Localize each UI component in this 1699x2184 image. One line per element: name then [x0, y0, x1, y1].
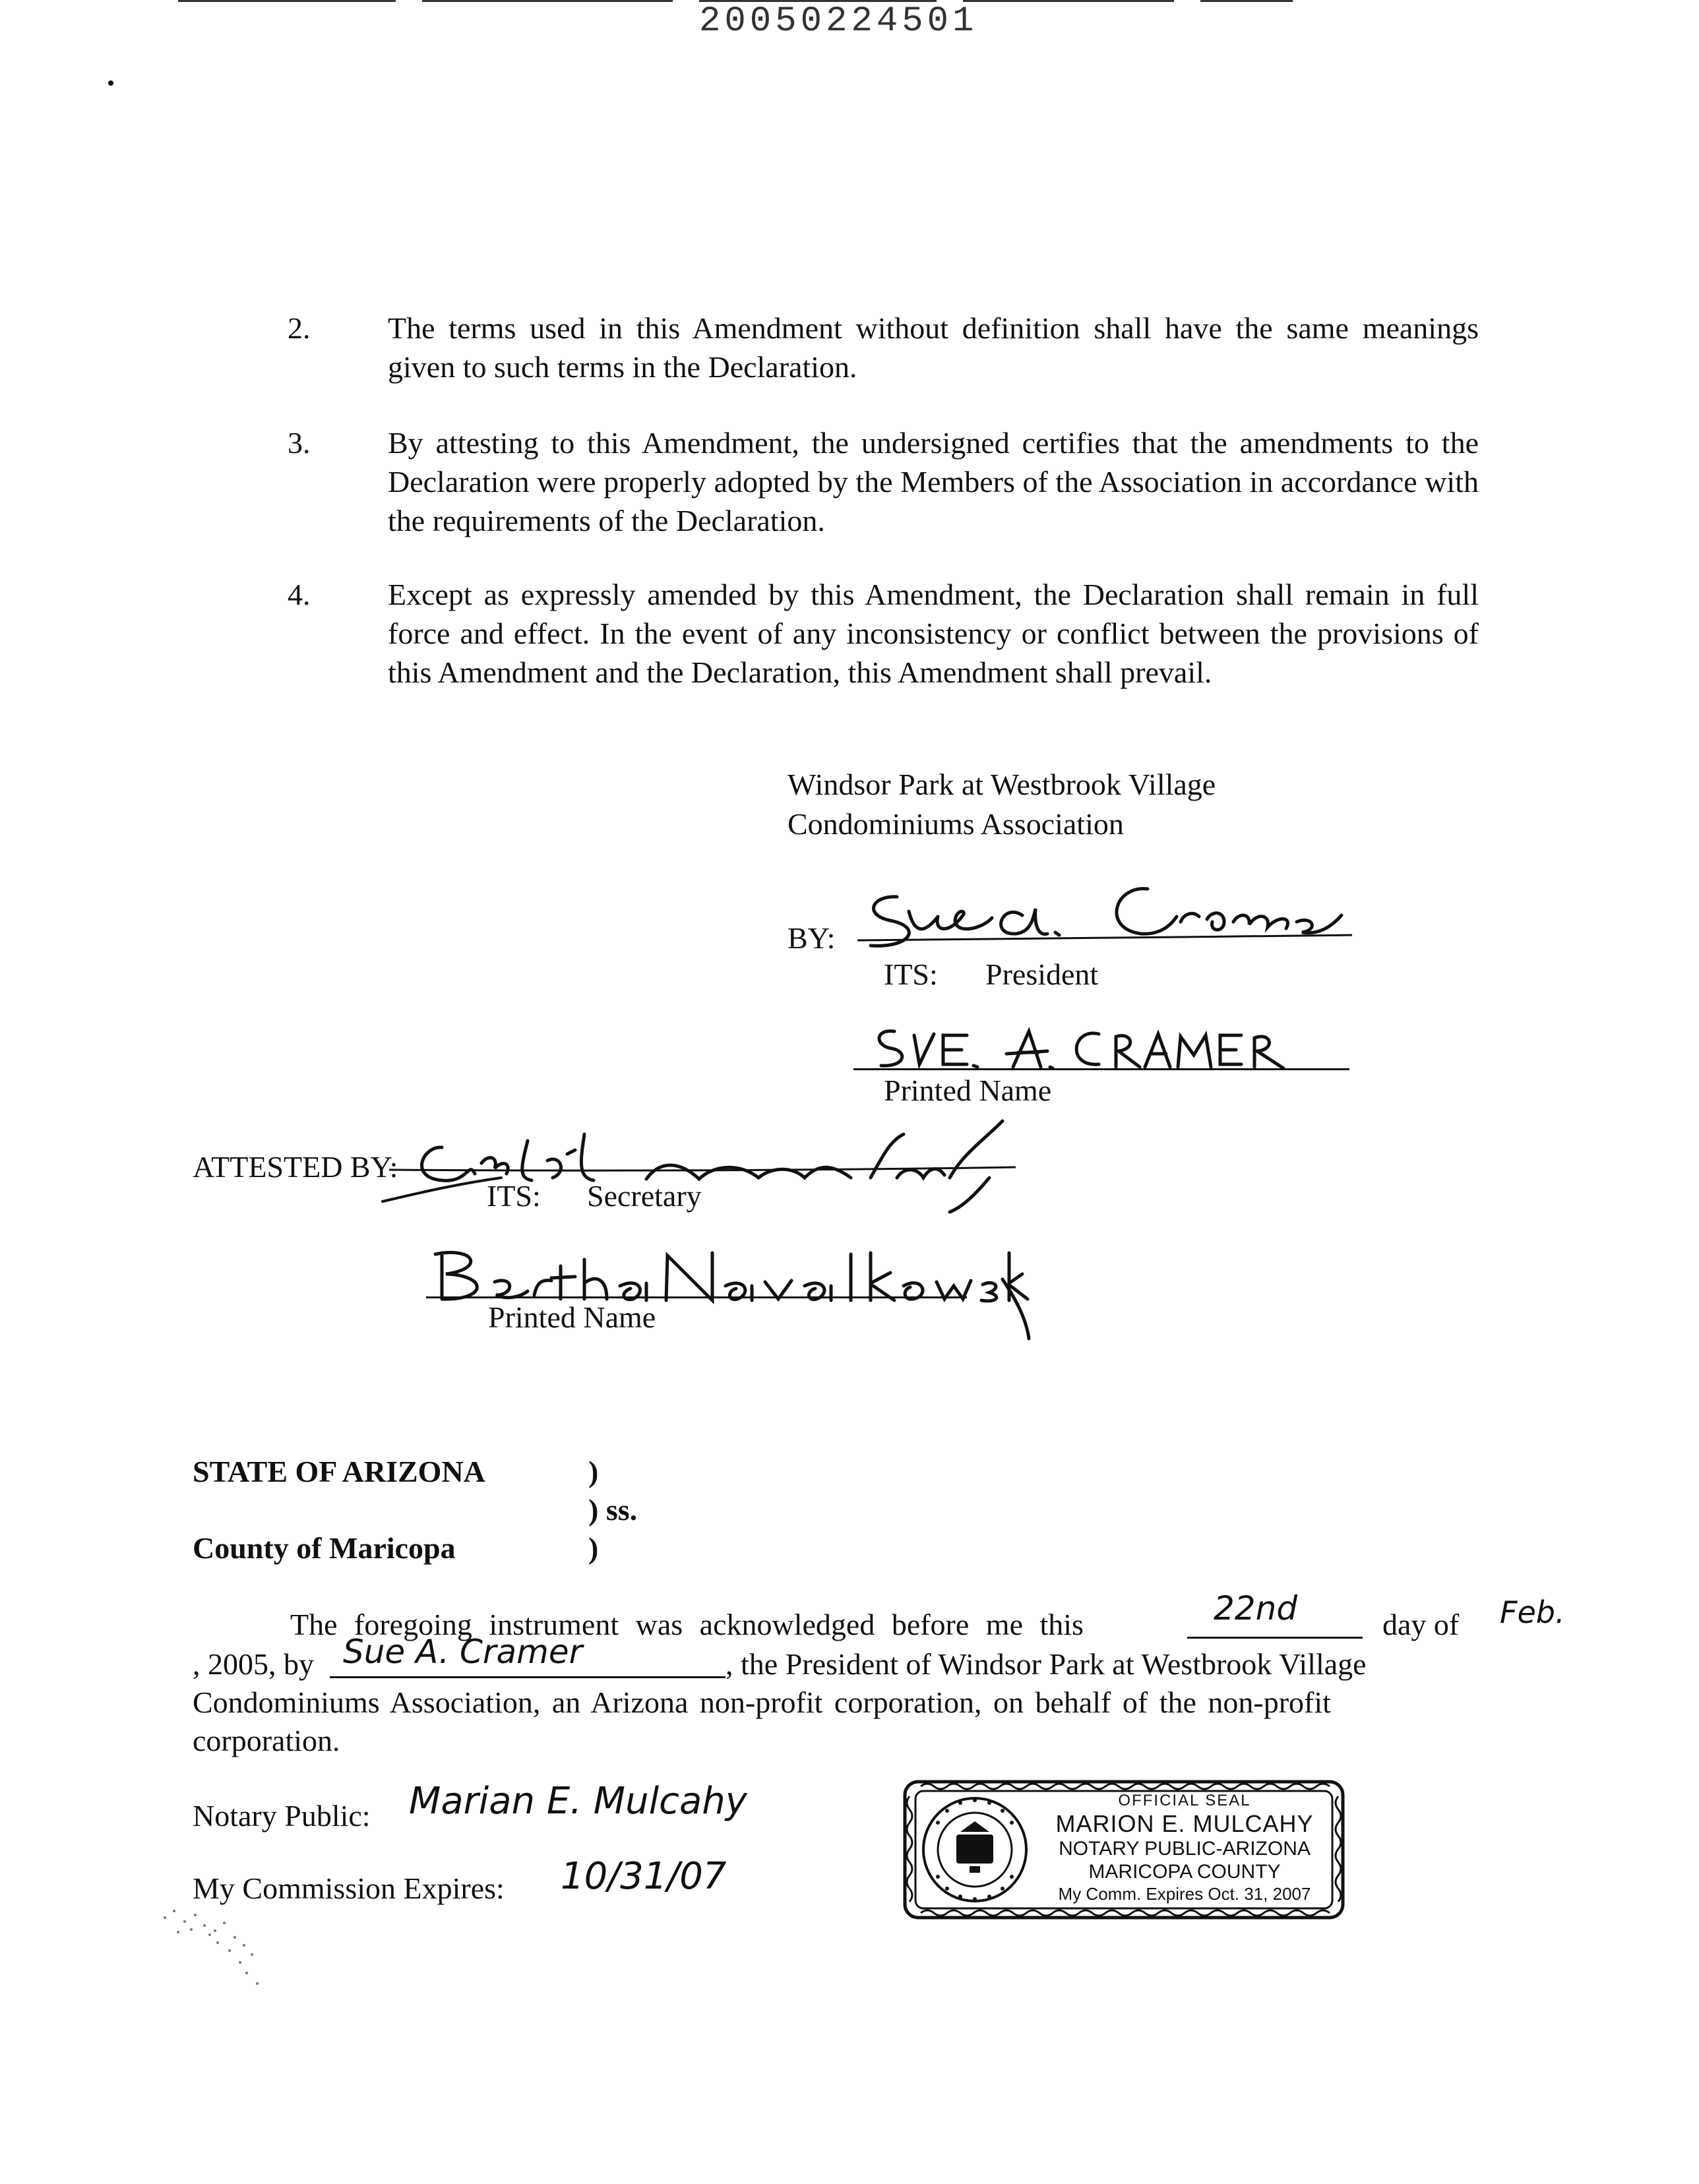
printed-name-label: Printed Name — [488, 1300, 656, 1334]
day-line — [1187, 1637, 1363, 1639]
printed-name-line — [853, 1068, 1349, 1070]
president-title: President — [985, 957, 1099, 991]
acknowledgment-month: Feb. — [1500, 1594, 1565, 1630]
seal-text — [1033, 1791, 1336, 1904]
seal-county: MARICOPA COUNTY — [1088, 1861, 1281, 1883]
association-name-line-2: Condominiums Association — [788, 807, 1124, 841]
top-scan-rule — [963, 0, 1174, 2]
paragraph-text: By attesting to this Amendment, the undersigned certifies that the amendments to the Declaration were properly adopted by the Members of the Association in accordance with the requirements of the Declaration. — [388, 426, 1479, 537]
president-signature — [851, 869, 1352, 955]
scan-noise — [152, 1891, 284, 1997]
paragraph-text: The terms used in this Amendment without definition shall have the same meanings given to such terms in the Declaration. — [388, 311, 1479, 384]
president-printed-name-handwritten — [868, 1012, 1330, 1077]
its-label: ITS: — [884, 957, 938, 991]
printed-name-label: Printed Name — [884, 1074, 1052, 1107]
notary-seal — [901, 1776, 1347, 1923]
by-label: BY: — [788, 921, 836, 955]
top-scan-rule — [422, 0, 673, 2]
paragraph-number: 3. — [288, 426, 311, 460]
association-name-line-1: Windsor Park at Westbrook Village — [788, 768, 1216, 801]
its-label: ITS: — [487, 1179, 541, 1213]
paragraph-number: 2. — [288, 311, 311, 345]
state-heading: STATE OF ARIZONA — [193, 1455, 485, 1488]
acknowledgment-text: , the President of Windsor Park at Westbrook Village — [726, 1647, 1367, 1681]
notary-public-label: Notary Public: — [193, 1799, 371, 1833]
venue-ss: ) ss. — [588, 1493, 638, 1527]
signer-line — [330, 1676, 726, 1678]
seal-notary-title: NOTARY PUBLIC-ARIZONA — [1059, 1838, 1311, 1860]
top-scan-rule — [178, 0, 396, 2]
top-scan-rule — [1200, 0, 1293, 2]
acknowledgment-text: Condominiums Association, an Arizona non-profit corporation, on behalf of the non-profit — [193, 1685, 1331, 1719]
scan-speck — [108, 80, 113, 86]
commission-date: 10/31/07 — [561, 1855, 727, 1898]
seal-notary-name: MARION E. MULCAHY — [1055, 1810, 1314, 1837]
document-number: 20050224501 — [699, 1, 978, 42]
attested-by-label: ATTESTED BY: — [193, 1150, 398, 1184]
acknowledgment-signer: Sue A. Cramer — [343, 1633, 583, 1671]
secretary-title: Secretary — [587, 1179, 702, 1213]
acknowledgment-text: , 2005, by — [193, 1647, 314, 1681]
seal-heading: OFFICIAL SEAL — [1118, 1792, 1251, 1809]
acknowledgment-text: corporation. — [193, 1724, 340, 1757]
venue-paren: ) — [588, 1531, 599, 1565]
acknowledgment-text: day of — [1382, 1608, 1460, 1641]
venue-paren: ) — [588, 1455, 599, 1488]
county-heading: County of Maricopa — [193, 1531, 456, 1565]
paragraph-text: Except as expressly amended by this Amendment, the Declaration shall remain in full force and effect. In the event of any inconsistency or conflict between the provisions of this Amendment and the Declaration, this Amendment shall prevail. — [388, 578, 1479, 689]
notary-signature: Marian E. Mulcahy — [409, 1780, 747, 1823]
paragraph-number: 4. — [288, 578, 311, 611]
seal-expiration: My Comm. Expires Oct. 31, 2007 — [1058, 1884, 1311, 1904]
acknowledgment-text: The foregoing instrument was acknowledged before me this — [290, 1608, 1084, 1641]
commission-expires-label: My Commission Expires: — [193, 1871, 505, 1905]
acknowledgment-day: 22nd — [1214, 1589, 1298, 1627]
